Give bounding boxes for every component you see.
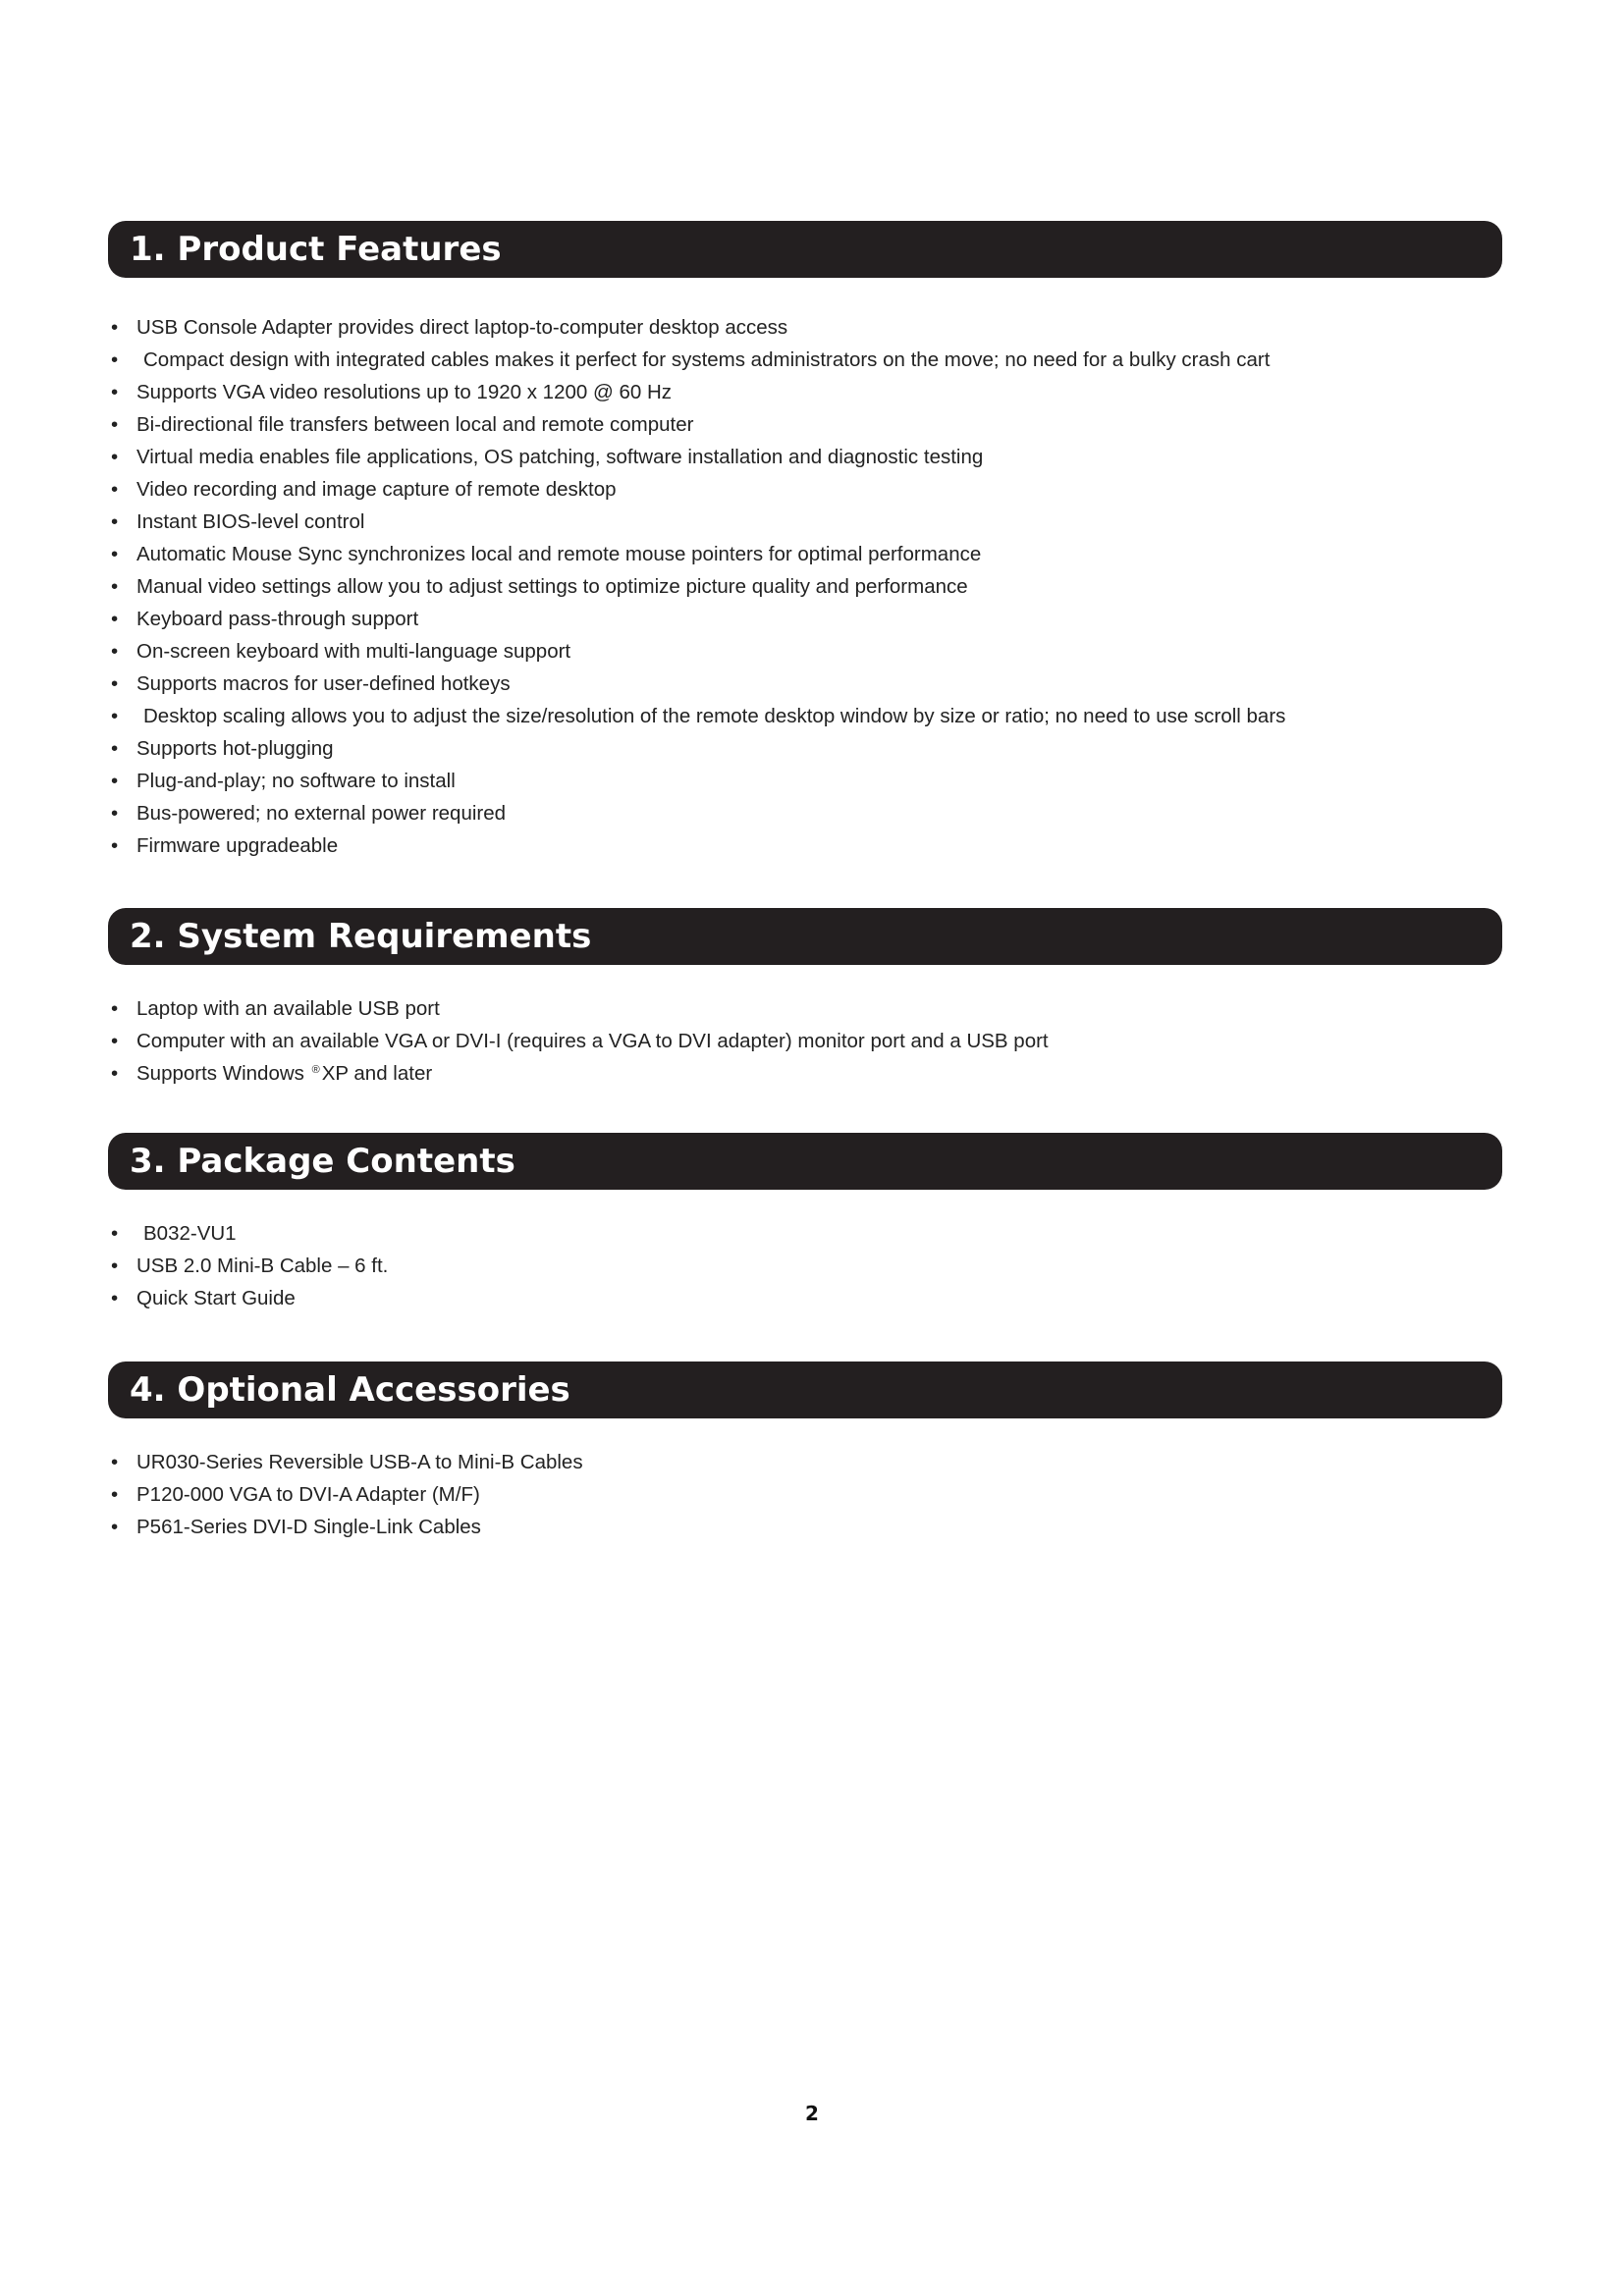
section-system-requirements — [108, 908, 1502, 1085]
section-header: 2. System Requirements — [108, 908, 1502, 965]
list-item: • Video recording and image capture of remote desktop — [108, 473, 1285, 506]
list-item: • Manual video settings allow you to adjust settings to optimize picture quality and performance — [108, 570, 1285, 603]
optional-accessories-list — [108, 1446, 583, 1543]
list-item: • USB Console Adapter provides direct laptop-to-computer desktop access — [108, 311, 1285, 344]
page-number: 2 — [805, 2102, 819, 2125]
package-contents-list — [108, 1217, 388, 1314]
list-item: • Firmware upgradeable — [108, 829, 1285, 862]
list-item: • Quick Start Guide — [108, 1282, 388, 1314]
list-item: • USB 2.0 Mini-B Cable – 6 ft. — [108, 1250, 388, 1282]
system-requirements-list — [108, 992, 1049, 1090]
list-item: • Bus-powered; no external power required — [108, 797, 1285, 829]
list-item: • Computer with an available VGA or DVI-I (requires a VGA to DVI adapter) monitor port and a USB port — [108, 1025, 1049, 1057]
registered-mark: ® — [311, 1064, 320, 1076]
list-item: • P561-Series DVI-D Single-Link Cables — [108, 1511, 583, 1543]
section-product-features — [108, 221, 1502, 857]
list-item: • Virtual media enables file applications, OS patching, software installation and diagnostic testing — [108, 441, 1285, 473]
section-optional-accessories — [108, 1362, 1502, 1538]
section-package-contents — [108, 1133, 1502, 1309]
list-item: • Supports hot-plugging — [108, 732, 1285, 765]
list-item: • Supports VGA video resolutions up to 1920 x 1200 @ 60 Hz — [108, 376, 1285, 408]
list-item: • Desktop scaling allows you to adjust the size/resolution of the remote desktop window by size or ratio; no need to use scroll bars — [108, 700, 1285, 732]
list-item: • Plug-and-play; no software to install — [108, 765, 1285, 797]
list-item: • On-screen keyboard with multi-language support — [108, 635, 1285, 667]
list-item: • Bi-directional file transfers between local and remote computer — [108, 408, 1285, 441]
list-item: • Laptop with an available USB port — [108, 992, 1049, 1025]
list-item: • Instant BIOS-level control — [108, 506, 1285, 538]
list-item: • UR030-Series Reversible USB-A to Mini-B Cables — [108, 1446, 583, 1478]
product-features-list — [108, 311, 1285, 862]
list-item: • Supports macros for user-defined hotkeys — [108, 667, 1285, 700]
list-item: • Automatic Mouse Sync synchronizes local and remote mouse pointers for optimal performance — [108, 538, 1285, 570]
list-item: • B032-VU1 — [108, 1217, 388, 1250]
list-item: • P120-000 VGA to DVI-A Adapter (M/F) — [108, 1478, 583, 1511]
list-item: • Supports Windows ®XP and later — [108, 1057, 1049, 1090]
list-item: • Keyboard pass-through support — [108, 603, 1285, 635]
section-header: 3. Package Contents — [108, 1133, 1502, 1190]
list-item: • Compact design with integrated cables makes it perfect for systems administrators on the move; no need for a bulky crash cart — [108, 344, 1285, 376]
section-header: 1. Product Features — [108, 221, 1502, 278]
section-header: 4. Optional Accessories — [108, 1362, 1502, 1418]
